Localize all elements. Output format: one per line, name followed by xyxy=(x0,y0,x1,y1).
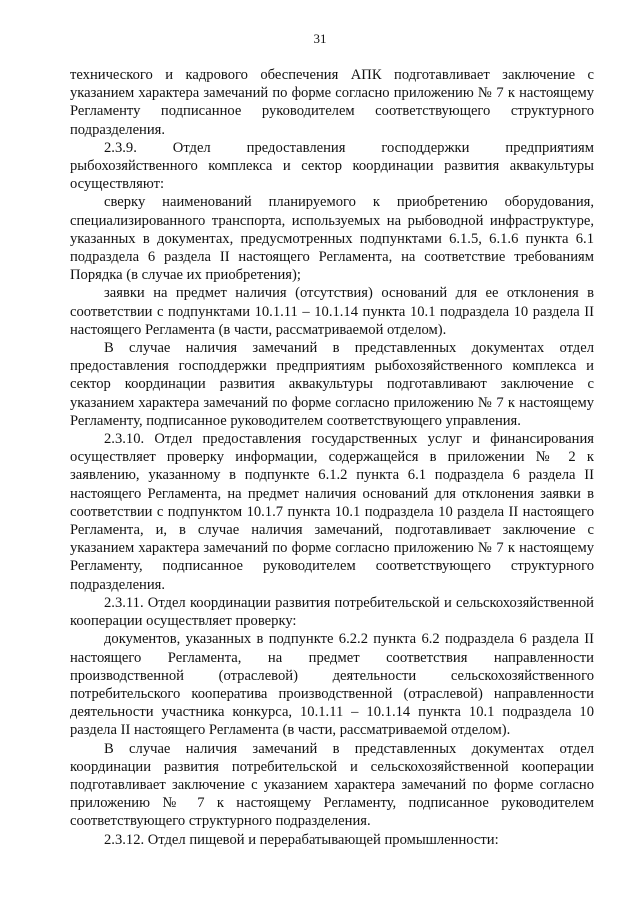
paragraph-remarks-cooperation: В случае наличия замечаний в представленных документах отдел координации развития потребительской и сельскохозяйственной кооперации подготавливает заключение с указанием характера замечаний по форме согласно приложению № 7 к настоящему Регламенту, подписанное руководителем соответствующего структурного подразделения. xyxy=(70,740,594,830)
paragraph-2-3-12: 2.3.12. Отдел пищевой и перерабатывающей промышленности: xyxy=(104,831,499,848)
paragraph-2-3-10: 2.3.10. Отдел предоставления государственных услуг и финансирования осуществляет проверку информации, содержащейся в приложении № 2 к заявлению, указанному в подпункте 6.1.2 пункта 6.1 подраздела 6 раздела II настоящего Регламента, на предмет наличия оснований для отклонения заявки в соответствии с подпунктом 10.1.7 пункта 10.1 подраздела 10 раздела II настоящего Регламента, и, в случае наличия замечаний, подготавливает заключение с указанием характера замечаний по форме согласно приложению № 7 к настоящему Регламенту, подписанное руководителем соответствующего структурного подразделения. xyxy=(70,431,594,593)
paragraph-2-3-9: 2.3.9. Отдел предоставления господдержки предприятиям рыбохозяйственного комплекса и сектор координации развития аквакультуры осуществляют: xyxy=(70,139,594,193)
paragraph-documents-check: документов, указанных в подпункте 6.2.2 пункта 6.2 подраздела 6 раздела II настоящего Регламента, на предмет соответствия направленности производственной (отраслевой) деятельности сельскохозяйственного потребительского кооператива производственной (отраслевой) направленности деятельности участника конкурса, 10.1.11 – 10.1.14 пункта 10.1 подраздела 10 раздела II настоящего Регламента (в части, рассматриваемой отделом). xyxy=(70,631,594,739)
paragraph-check-application: заявки на предмет наличия (отсутствия) оснований для ее отклонения в соответствии с подпунктами 10.1.11 – 10.1.14 пункта 10.1 подраздела 10 раздела II настоящего Регламента (в части, рассматриваемой отделом). xyxy=(70,285,594,338)
paragraph-remarks-fishery: В случае наличия замечаний в представленных документах отдел предоставления господдержки предприятиям рыбохозяйственного комплекса и сектор координации развития аквакультуры подготавливают заключение с указанием характера замечаний по форме согласно приложению № 7 к настоящему Регламенту, подписанное руководителем соответствующего управления. xyxy=(70,340,594,429)
paragraph-check-equipment: сверку наименований планируемого к приобретению оборудования, специализированного транспорта, используемых на рыбоводной инфраструктуре, указанных в документах, предусмотренных подпунктами 6.1.5, 6.1.6 пункта 6.1 подраздела 6 раздела II настоящего Регламента, на соответствие требованиям Порядка (в случае их приобретения); xyxy=(70,194,594,284)
page-number: 31 xyxy=(313,31,327,46)
document-body xyxy=(70,66,594,849)
paragraph-2-3-11: 2.3.11. Отдел координации развития потребительской и сельскохозяйственной кооперации осуществляет проверку: xyxy=(70,594,594,630)
paragraph-continuation: технического и кадрового обеспечения АПК подготавливает заключение с указанием характера замечаний по форме согласно приложению № 7 к настоящему Регламенту подписанное руководителем соответствующего структурного подразделения. xyxy=(70,67,594,138)
